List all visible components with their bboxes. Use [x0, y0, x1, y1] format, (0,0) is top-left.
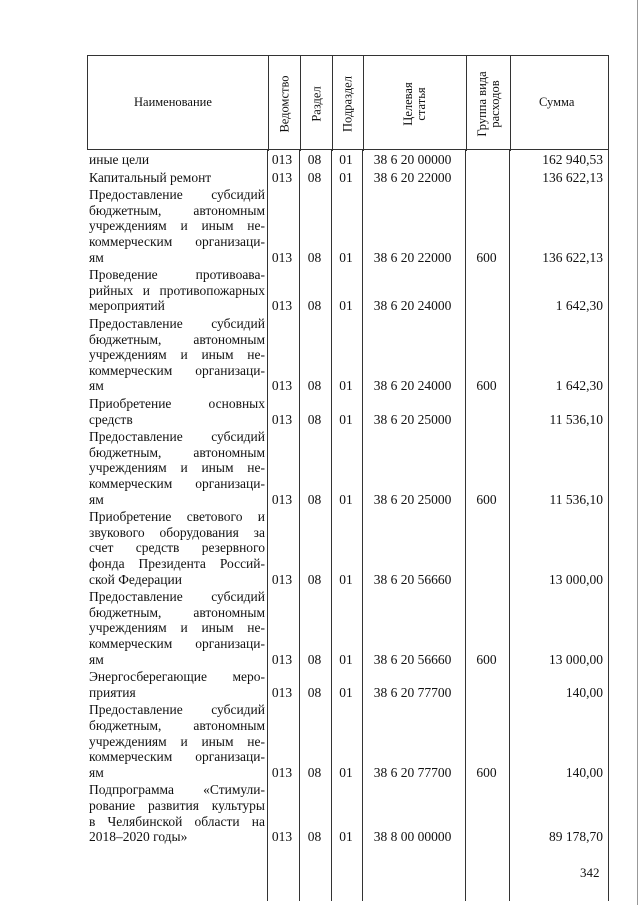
cell-ved: 013 [271, 684, 293, 700]
cell-celevaya: 38 6 20 24000 [373, 298, 452, 314]
table-header [87, 55, 609, 150]
cell-celevaya: 38 6 20 77700 [373, 764, 452, 780]
table-row [87, 429, 609, 507]
header-gruppa-cell [466, 56, 510, 151]
row-name-line: иные цели [89, 152, 150, 167]
cell-gruppa: 600 [476, 764, 497, 780]
cell-ved: 013 [271, 651, 293, 667]
row-name-line: учреждениям и иным не- [89, 460, 265, 476]
table-row [87, 267, 609, 314]
row-name-line: бюджетным, автономным [89, 717, 265, 733]
row-name-line: учреждениям и иным не- [89, 733, 265, 749]
header-podrazdel: Подраздел [340, 75, 355, 132]
table-row [87, 782, 609, 844]
cell-podrazdel: 01 [339, 571, 353, 587]
table-row [87, 396, 609, 427]
scan-edge-line [637, 0, 638, 905]
header-ved-cell [268, 56, 300, 151]
row-name-line: бюджетным, автономным [89, 444, 265, 460]
row-name-line: Предоставление субсидий [89, 316, 265, 331]
header-gruppa [476, 71, 502, 136]
cell-ved: 013 [271, 571, 293, 587]
table-row [87, 152, 609, 168]
cell-podrazdel: 01 [339, 378, 353, 394]
cell-ved: 013 [271, 249, 293, 265]
row-name-line: бюджетным, автономным [89, 331, 265, 347]
cell-podrazdel: 01 [339, 764, 353, 780]
row-name-line: 2018–2020 годы» [89, 829, 188, 845]
row-name-line: коммерческим организаци- [89, 475, 265, 491]
page-number: 342 [580, 865, 600, 880]
cell-podrazdel: 01 [339, 411, 353, 427]
table-row [87, 669, 609, 700]
row-name-line: фонда Президента Россий- [89, 555, 265, 571]
cell-razdel: 08 [307, 764, 322, 780]
header-ved: Ведомство [277, 74, 291, 133]
cell-podrazdel: 01 [339, 651, 353, 667]
row-name-line: учреждениям и иным не- [89, 620, 265, 636]
header-name: Наименование [134, 95, 212, 109]
cell-ved: 013 [271, 378, 293, 394]
cell-ved: 013 [271, 411, 293, 427]
row-name-line: Энергосберегающие меро- [89, 669, 265, 685]
row-name-line: бюджетным, автономным [89, 202, 265, 218]
cell-celevaya: 38 6 20 24000 [373, 378, 452, 394]
cell-celevaya: 38 6 20 77700 [373, 684, 452, 700]
cell-summa: 1 642,30 [555, 298, 603, 314]
cell-summa: 140,00 [565, 764, 603, 780]
row-name-line: бюджетным, автономным [89, 604, 265, 620]
row-name-line: ям [89, 764, 104, 780]
cell-gruppa: 600 [476, 249, 497, 265]
row-name-line: ям [89, 491, 104, 507]
row-name-line: Предоставление субсидий [89, 589, 265, 605]
cell-summa: 140,00 [565, 684, 603, 700]
row-name-line: Приобретение основных [89, 396, 265, 411]
cell-summa: 13 000,00 [549, 651, 603, 667]
header-summa-cell [510, 56, 610, 151]
cell-razdel: 08 [307, 298, 322, 314]
table-row [87, 170, 609, 186]
cell-celevaya: 38 6 20 56660 [373, 571, 452, 587]
row-name-line: Проведение противоава- [89, 267, 265, 283]
cell-podrazdel: 01 [339, 169, 353, 185]
row-name-line: Предоставление субсидий [89, 187, 265, 203]
row-name-line: коммерческим организаци- [89, 233, 265, 249]
row-name-line: рийных и противопожарных [89, 282, 265, 298]
row-name-line: ям [89, 651, 104, 667]
header-celevaya-cell [363, 56, 466, 151]
header-summa: Сумма [539, 95, 575, 109]
header-celevaya-line2: статья [414, 86, 428, 121]
row-name-line: рование развития культуры [89, 797, 265, 813]
cell-razdel: 08 [307, 249, 322, 265]
row-name-line: приятия [89, 684, 136, 700]
header-gruppa-line2: расходов [487, 79, 502, 128]
cell-podrazdel: 01 [339, 298, 353, 314]
table-row [87, 702, 609, 780]
cell-razdel: 08 [307, 152, 322, 167]
row-name-line: учреждениям и иным не- [89, 347, 265, 363]
cell-gruppa: 600 [476, 651, 497, 667]
cell-ved: 013 [271, 491, 293, 507]
header-gruppa-line1: Группа вида [474, 70, 489, 137]
row-name-line: учреждениям и иным не- [89, 218, 265, 234]
row-name-line: Капитальный ремонт [89, 169, 212, 185]
row-name-line: Подпрограмма «Стимули- [89, 782, 265, 798]
cell-razdel: 08 [307, 169, 322, 185]
row-name-line: счет средств резервного [89, 540, 265, 556]
cell-podrazdel: 01 [339, 249, 353, 265]
cell-celevaya: 38 6 20 00000 [373, 152, 452, 167]
cell-ved: 013 [271, 152, 293, 167]
table-row [87, 316, 609, 394]
row-name-line: ской Федерации [89, 571, 182, 587]
table-row [87, 589, 609, 667]
cell-summa: 13 000,00 [549, 571, 603, 587]
row-name-line: ям [89, 378, 104, 394]
table-row [87, 509, 609, 587]
cell-ved: 013 [271, 169, 293, 185]
cell-celevaya: 38 6 20 22000 [373, 169, 452, 185]
header-razdel: Раздел [309, 85, 323, 122]
cell-podrazdel: 01 [339, 491, 353, 507]
cell-razdel: 08 [307, 378, 322, 394]
header-celevaya [402, 82, 428, 125]
row-name-line: коммерческим организаци- [89, 362, 265, 378]
cell-razdel: 08 [307, 571, 322, 587]
header-razdel-cell [300, 56, 332, 151]
cell-summa: 11 536,10 [549, 491, 603, 507]
row-name-line: Приобретение светового и [89, 509, 265, 525]
row-name-line: мероприятий [89, 298, 165, 314]
cell-summa: 89 178,70 [549, 829, 603, 845]
cell-summa: 136 622,13 [542, 169, 603, 185]
row-name-line: в Челябинской области на [89, 813, 265, 829]
cell-razdel: 08 [307, 411, 322, 427]
row-name-line: Предоставление субсидий [89, 429, 265, 445]
cell-summa: 162 940,53 [542, 152, 603, 167]
row-name-line: звукового оборудования за [89, 524, 265, 540]
cell-podrazdel: 01 [339, 684, 353, 700]
cell-celevaya: 38 6 20 22000 [373, 249, 452, 265]
cell-razdel: 08 [307, 651, 322, 667]
header-name-cell [88, 56, 268, 151]
row-name-line: коммерческим организаци- [89, 749, 265, 765]
cell-razdel: 08 [307, 491, 322, 507]
cell-podrazdel: 01 [339, 829, 353, 845]
cell-ved: 013 [271, 298, 293, 314]
cell-celevaya: 38 6 20 56660 [373, 651, 452, 667]
cell-summa: 136 622,13 [542, 249, 603, 265]
cell-gruppa: 600 [476, 378, 497, 394]
cell-celevaya: 38 6 20 25000 [373, 411, 452, 427]
cell-razdel: 08 [307, 684, 322, 700]
row-name-line: средств [89, 411, 133, 427]
cell-gruppa: 600 [476, 491, 497, 507]
row-name-line: ям [89, 249, 104, 265]
cell-summa: 11 536,10 [549, 411, 603, 427]
cell-summa: 1 642,30 [555, 378, 603, 394]
cell-podrazdel: 01 [339, 152, 353, 167]
cell-razdel: 08 [307, 829, 322, 845]
table-body [87, 150, 609, 901]
header-podrazdel-cell [332, 56, 363, 151]
cell-celevaya: 38 8 00 00000 [373, 829, 452, 845]
cell-ved: 013 [271, 829, 293, 845]
table-row [87, 187, 609, 265]
row-name-line: коммерческим организаци- [89, 635, 265, 651]
header-celevaya-line1: Целевая [401, 81, 415, 126]
cell-ved: 013 [271, 764, 293, 780]
row-name-line: Предоставление субсидий [89, 702, 265, 718]
cell-celevaya: 38 6 20 25000 [373, 491, 452, 507]
